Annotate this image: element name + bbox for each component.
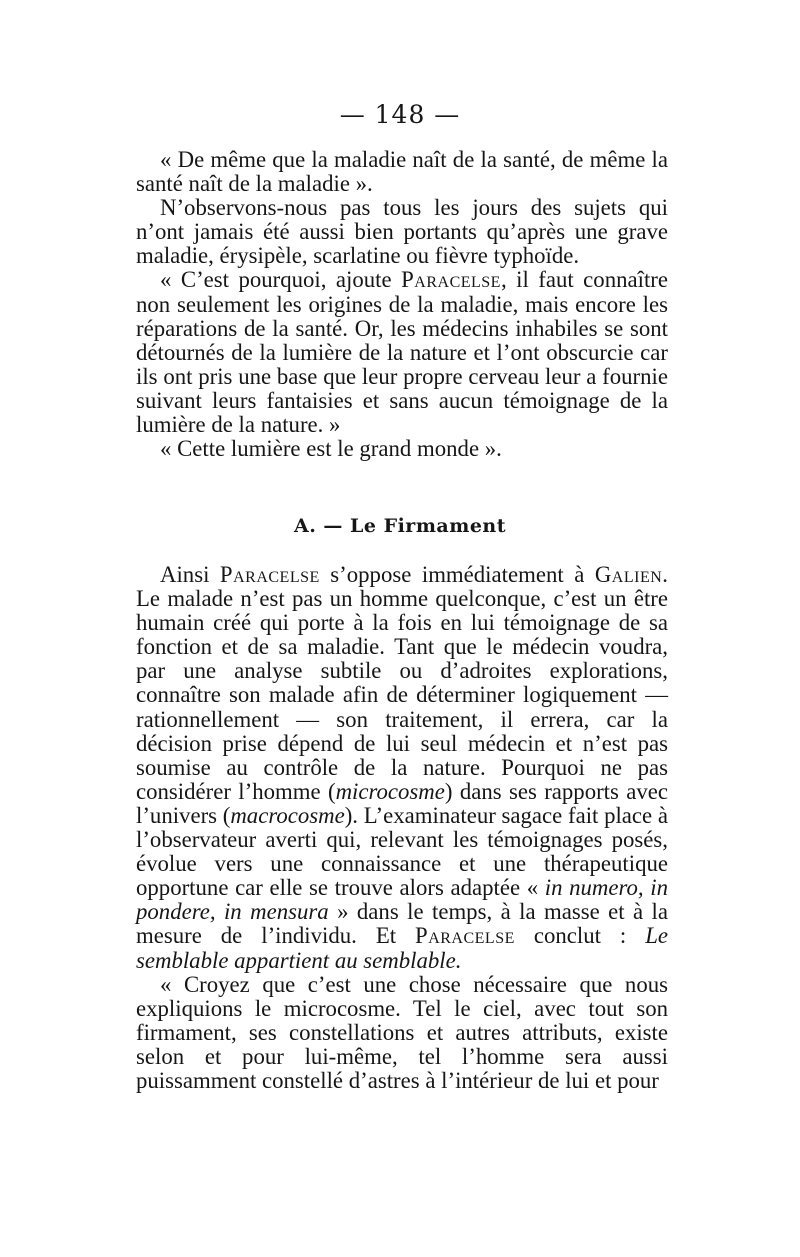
paragraph-observation: N’observons-nous pas tous les jours des sujets qui n’ont jamais été aussi bien portants qu’après une grave maladie, érysipèle, scarlatine ou fièvre typhoïde. — [136, 195, 668, 269]
page-number: — 148 — — [339, 100, 461, 129]
paragraph-microcosm-quote: « Croyez que c’est une chose nécessaire que nous expliquions le microcosme. Tel le ciel, avec tout son firmament, ses constellations et autres attributs, existe selon et pour lui-même, tel l’homme sera aussi puissamment constellé d’astres à l’intérieur de lui et pour — [136, 971, 668, 1093]
italic-term: Le semblable appartient au semblable. — [136, 923, 668, 973]
author-name: Paracelse — [415, 923, 515, 949]
paragraph-main — [136, 563, 668, 973]
author-name: Paracelse — [401, 267, 501, 293]
author-name: Galien — [594, 562, 663, 587]
italic-term: microcosme — [335, 778, 445, 804]
paragraph-quote-health: « De même que la maladie naît de la santé, de même la santé naît de la maladie ». — [136, 147, 668, 197]
section-firmament — [136, 563, 668, 1093]
text-run: « C’est pourquoi, ajoute — [160, 267, 402, 293]
italic-term: macrocosme — [230, 802, 345, 828]
section-intro — [136, 148, 668, 461]
text-run: s’oppose immédiatement à — [319, 562, 595, 587]
text-run: » dans le temps, à la masse et à la mesure de l’individu. Et — [136, 899, 668, 949]
text-run: . Le malade n’est pas un homme quelconque, c’est un être humain créé qui porte à la fois en lui témoignage de sa fonction et de sa maladie. Tant que le médecin voudra, par une analyse subtile ou d’adroites explorations, connaître son malade afin de déterminer logiquement — rationnellement — son traitement, il errera, car la décision prise dépend de lui seul médecin et n’est pas soumise au contrôle de la nature. Pourquoi ne pas considérer l’homme ( — [136, 562, 668, 804]
paragraph-paracelse-quote — [136, 268, 668, 437]
author-name: Paracelse — [219, 562, 320, 587]
text-run: , il faut connaître non seulement les origines de la maladie, mais encore les réparations de la santé. Or, les médecins inhabiles se sont détournés de la lumière de la nature et l’ont obscurcie car ils ont pris une base que leur propre cerveau leur a fournie suivant leurs fantaisies et sans aucun témoignage de la lumière de la nature. » — [136, 267, 668, 438]
section-heading: A. — Le Firmament — [293, 515, 507, 537]
italic-term: in numero, in pondere, in mensura — [136, 875, 668, 925]
text-run: ) dans ses rapports avec l’univers ( — [136, 778, 669, 828]
text-run: conclut : — [514, 923, 646, 949]
text-run: ). L’examinateur sagace fait place à l’observateur averti qui, relevant les témoignages posés, évolue vers une connaissance et une thérapeutique opportune car elle se trouve alors adaptée « — [136, 802, 668, 901]
paragraph-light: « Cette lumière est le grand monde ». — [160, 436, 502, 462]
text-run: Ainsi — [160, 562, 220, 587]
